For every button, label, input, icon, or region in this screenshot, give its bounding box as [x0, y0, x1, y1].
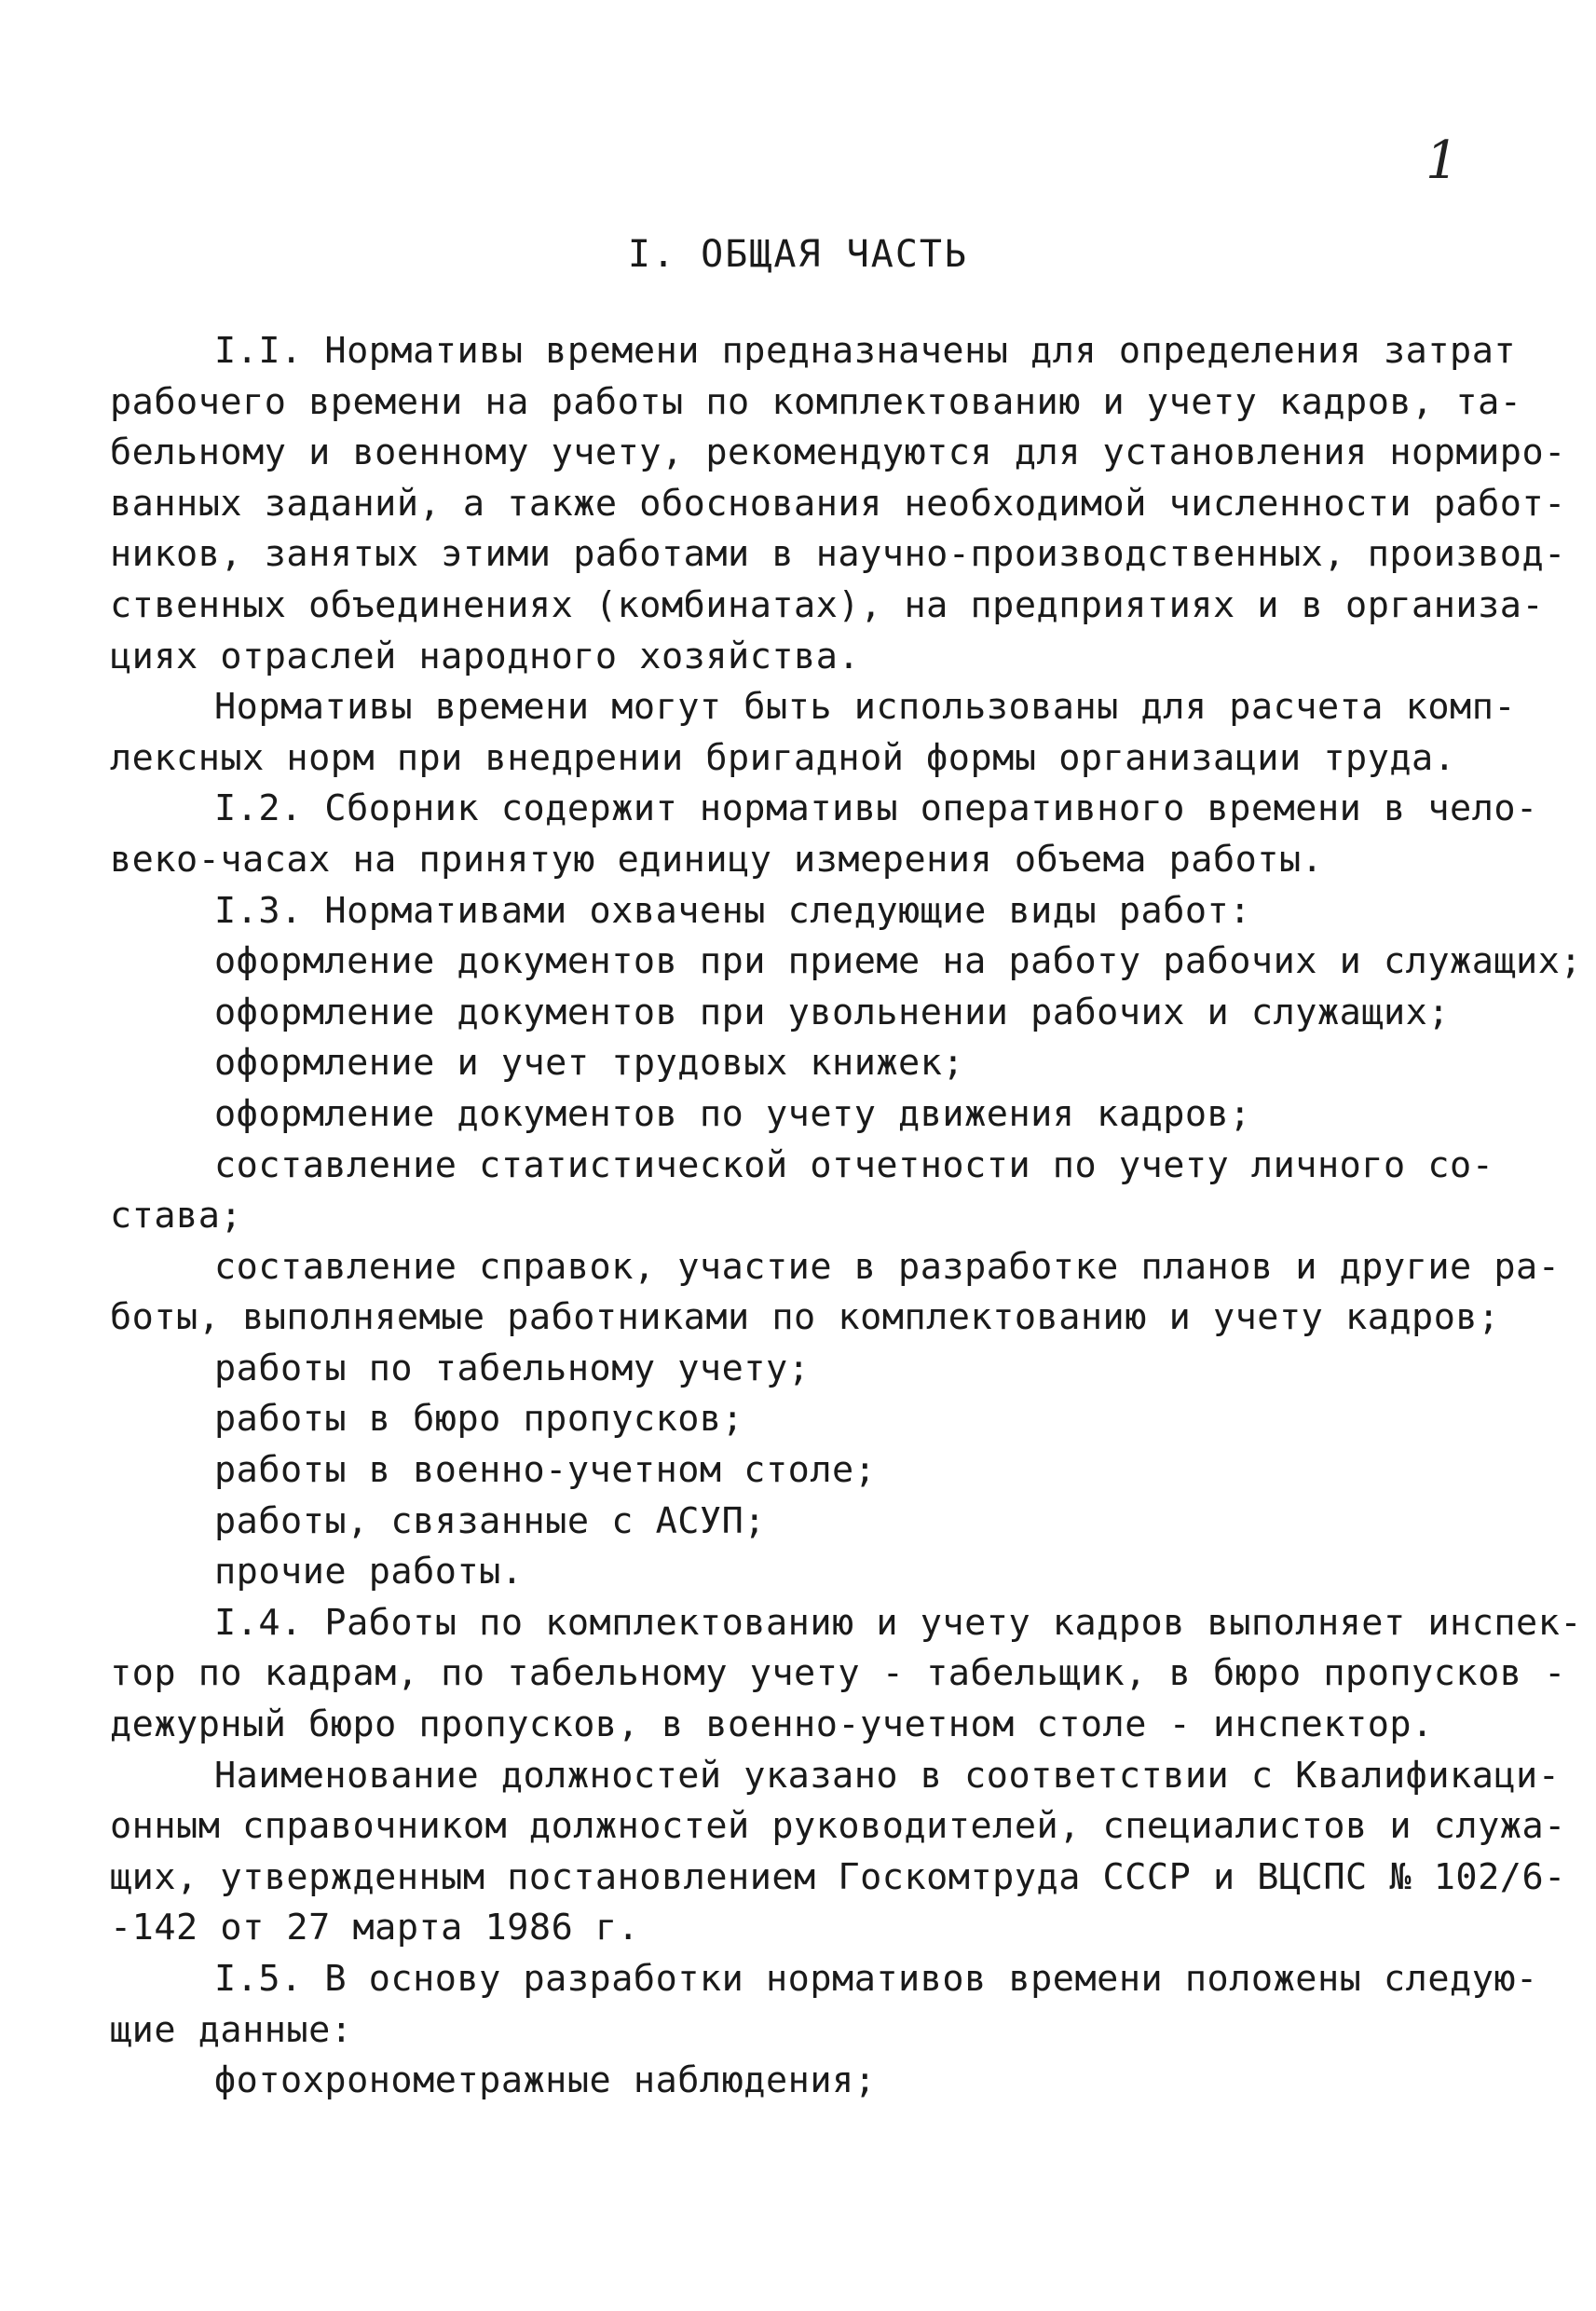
- text-line: веко-часах на принятую единицу измерения объема работы.: [110, 838, 1324, 881]
- page-number: 1: [1425, 130, 1459, 191]
- text-line: тор по кадрам, по табельному учету - табельщик, в бюро пропусков -: [110, 1652, 1566, 1695]
- text-line: оформление документов по учету движения кадров;: [214, 1092, 1251, 1135]
- page-title: I. ОБЩАЯ ЧАСТЬ: [627, 233, 969, 276]
- text-line: фотохронометражные наблюдения;: [214, 2059, 877, 2102]
- text-line: I.3. Нормативами охвачены следующие виды работ:: [214, 889, 1251, 932]
- text-line: рабочего времени на работы по комплектованию и учету кадров, та-: [110, 380, 1522, 423]
- text-line: работы в бюро пропусков;: [214, 1398, 744, 1441]
- text-line: работы, связанные с АСУП;: [214, 1499, 766, 1542]
- text-line: ников, занятых этими работами в научно-производственных, производ-: [110, 533, 1566, 576]
- text-line: циях отраслей народного хозяйства.: [110, 635, 861, 677]
- document-body: [110, 326, 1583, 2107]
- text-line: оформление документов при увольнении рабочих и служащих;: [214, 991, 1451, 1033]
- text-line: работы по табельному учету;: [214, 1347, 811, 1389]
- text-line: онным справочником должностей руководителей, специалистов и служа-: [110, 1805, 1566, 1848]
- text-line: щих, утвержденным постановлением Госкомтруда СССР и ВЦСПС № 102/6-: [110, 1855, 1566, 1898]
- text-line: Наименование должностей указано в соответствии с Квалификаци-: [214, 1754, 1561, 1797]
- text-line: прочие работы.: [214, 1551, 524, 1593]
- text-line: лексных норм при внедрении бригадной формы организации труда.: [110, 736, 1456, 779]
- text-line: ственных объединениях (комбинатах), на предприятиях и в организа-: [110, 583, 1545, 626]
- text-line: составление справок, участие в разработке планов и другие ра-: [214, 1245, 1561, 1288]
- text-line: работы в военно-учетном столе;: [214, 1449, 877, 1492]
- text-line: Нормативы времени могут быть использованы для расчета комп-: [214, 686, 1517, 729]
- text-line: става;: [110, 1195, 243, 1238]
- text-line: I.4. Работы по комплектованию и учету кадров выполняет инспек-: [214, 1601, 1583, 1644]
- text-line: боты, выполняемые работниками по комплектованию и учету кадров;: [110, 1296, 1500, 1339]
- text-line: I.5. В основу разработки нормативов времени положены следую-: [214, 1958, 1538, 2000]
- text-line: составление статистической отчетности по учету личного со-: [214, 1143, 1494, 1186]
- text-line: I.I. Нормативы времени предназначены для определения затрат: [214, 330, 1517, 372]
- text-line: -142 от 27 марта 1986 г.: [110, 1907, 640, 1949]
- text-line: ванных заданий, а также обоснования необходимой численности работ-: [110, 482, 1566, 525]
- text-line: оформление документов при приеме на работу рабочих и служащих;: [214, 940, 1583, 983]
- text-line: дежурный бюро пропусков, в военно-учетном столе - инспектор.: [110, 1703, 1434, 1746]
- text-line: I.2. Сборник содержит нормативы оперативного времени в чело-: [214, 787, 1538, 830]
- text-line: оформление и учет трудовых книжек;: [214, 1042, 965, 1085]
- text-line: бельному и военному учету, рекомендуются для установления нормиро-: [110, 431, 1566, 474]
- text-line: щие данные:: [110, 2008, 353, 2051]
